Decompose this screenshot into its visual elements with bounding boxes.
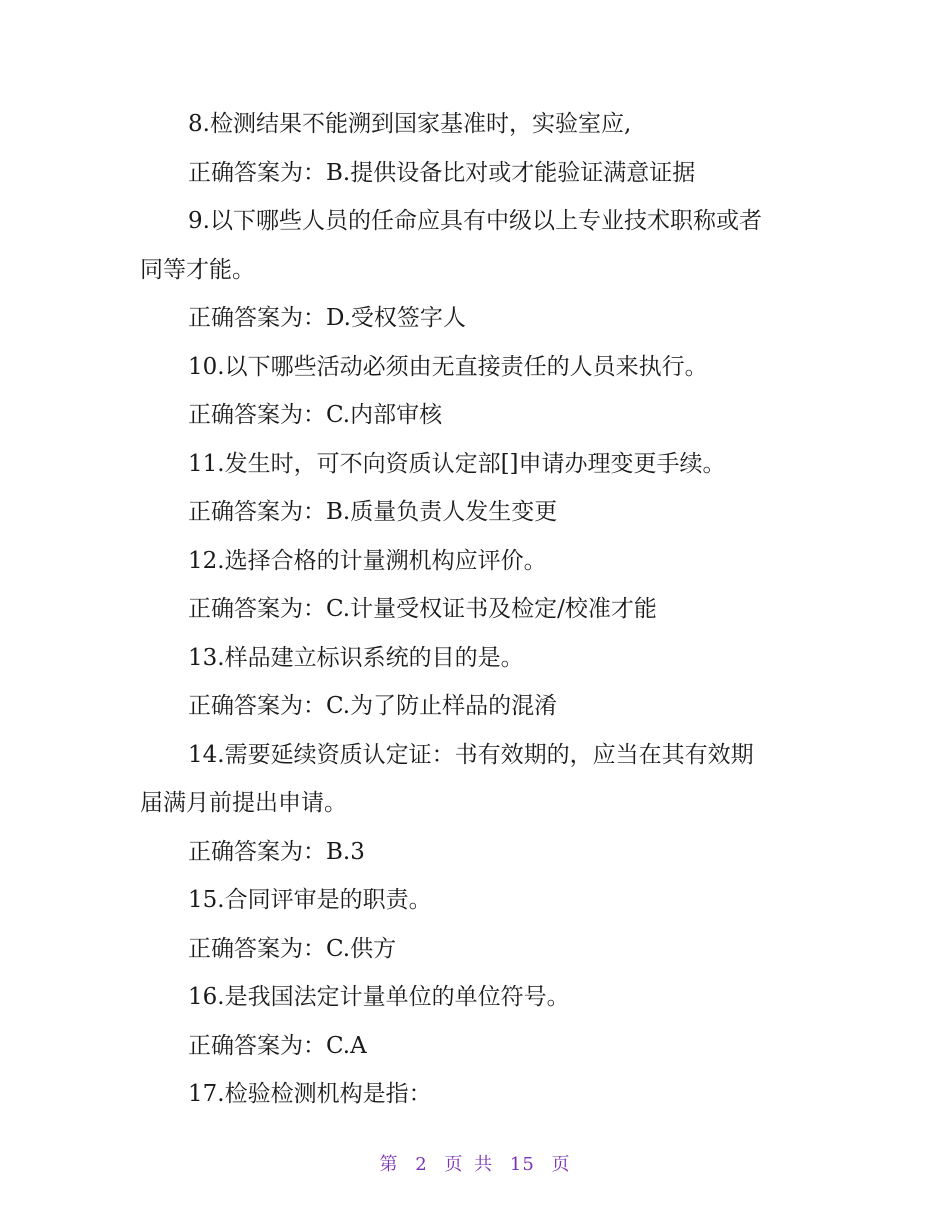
text-line: 17.检验检测机构是指： [188, 1081, 432, 1107]
footer-suffix: 页 [551, 1154, 571, 1175]
footer-mid: 页 共 [444, 1154, 494, 1175]
text-line: 正确答案为：B.提供设备比对或才能验证满意证据 [188, 159, 696, 186]
footer-total-pages: 15 [509, 1154, 535, 1175]
text-line: 15.合同评审是的职责。 [188, 887, 432, 913]
text-line: 16.是我国法定计量单位的单位符号。 [188, 984, 570, 1010]
text-line: 14.需要延续资质认定证：书有效期的，应当在其有效期 [188, 741, 754, 768]
text-line: 正确答案为：C.A [188, 1032, 367, 1059]
page-footer [0, 1150, 950, 1176]
text-line: 届满月前提出申请。 [140, 790, 347, 816]
text-line: 正确答案为：B.3 [188, 838, 365, 865]
text-line: 10.以下哪些活动必须由无直接责任的人员来执行。 [188, 353, 708, 380]
footer-page-number: 2 [415, 1154, 428, 1175]
text-line: 正确答案为：D.受权签字人 [188, 305, 466, 331]
text-line: 12.选择合格的计量溯机构应评价。 [188, 547, 547, 574]
text-line: 正确答案为：C.供方 [188, 935, 397, 962]
text-line: 8.检测结果不能溯到国家基准时，实验室应, [188, 111, 632, 137]
text-line: 13.样品建立标识系统的目的是。 [188, 644, 524, 671]
text-line: 9.以下哪些人员的任命应具有中级以上专业技术职称或者 [188, 208, 762, 234]
footer-prefix: 第 [379, 1154, 399, 1175]
text-line: 同等才能。 [140, 256, 255, 283]
text-line: 正确答案为：C.内部审核 [188, 402, 443, 428]
text-line: 正确答案为：C.计量受权证书及检定/校准才能 [188, 596, 657, 622]
text-line: 正确答案为：B.质量负责人发生变更 [188, 499, 558, 525]
text-line: 正确答案为：C.为了防止样品的混淆 [188, 693, 558, 719]
text-line: 11.发生时，可不向资质认定部[]申请办理变更手续。 [188, 450, 726, 477]
document-body [140, 100, 820, 1119]
